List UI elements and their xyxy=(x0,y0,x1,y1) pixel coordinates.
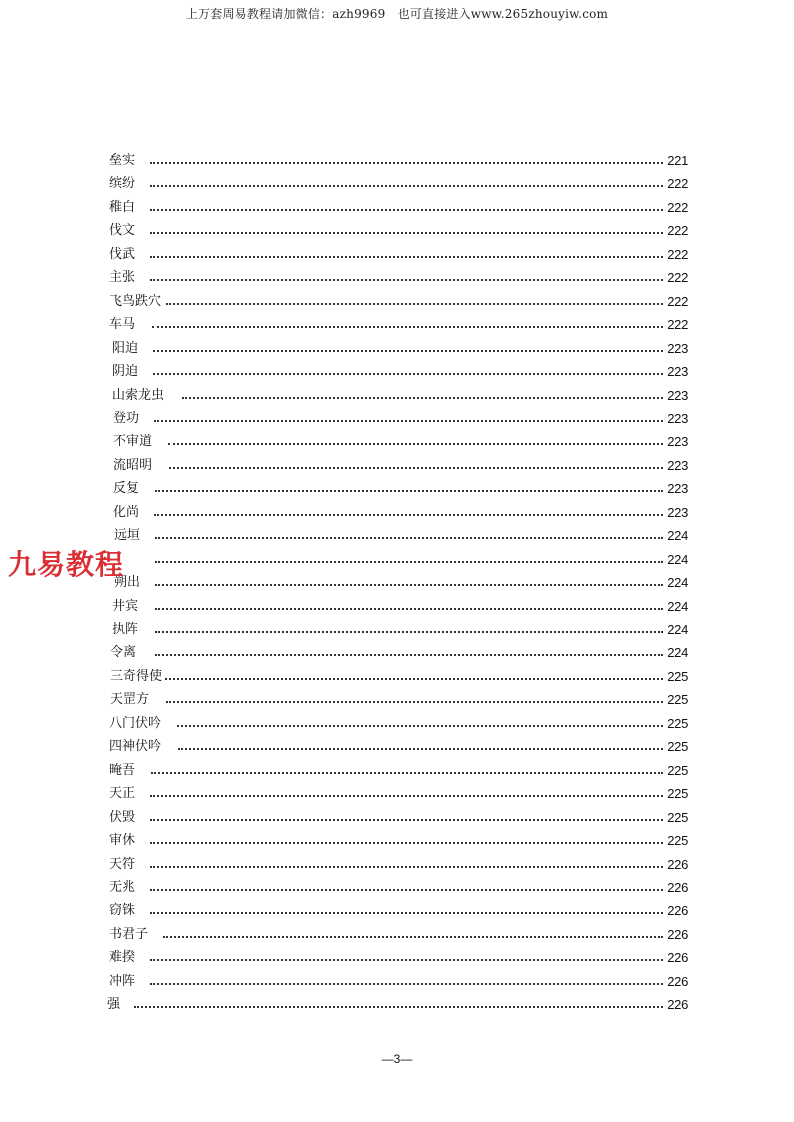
toc-dot-leader xyxy=(177,725,663,727)
toc-entry-page-number: 222 xyxy=(667,176,688,192)
toc-entry xyxy=(0,878,794,898)
toc-dot-leader xyxy=(155,490,663,492)
toc-entry xyxy=(0,409,794,429)
toc-entry-title: 审休 xyxy=(109,833,136,849)
toc-entry xyxy=(0,221,794,241)
toc-entry-title: 无兆 xyxy=(109,879,136,895)
toc-entry-page-number: 222 xyxy=(667,293,688,309)
toc-dot-leader xyxy=(150,279,663,281)
toc-entry-page-number: 224 xyxy=(667,528,688,544)
toc-entry xyxy=(0,386,794,406)
toc-entry xyxy=(0,292,794,312)
toc-entry-page-number: 223 xyxy=(667,364,688,380)
toc-entry-page-number: 223 xyxy=(667,410,688,426)
toc-entry-page-number: 226 xyxy=(667,950,688,966)
toc-dot-leader xyxy=(152,326,663,328)
toc-entry-title: 不审道 xyxy=(113,434,153,450)
toc-entry-title: 四神伏吟 xyxy=(109,739,162,755)
toc-entry xyxy=(0,456,794,476)
toc-entry-title: 令离 xyxy=(110,645,137,661)
toc-entry-page-number: 225 xyxy=(667,739,688,755)
toc-dot-leader xyxy=(150,185,663,187)
toc-entry-page-number: 223 xyxy=(667,504,688,520)
toc-entry-page-number: 224 xyxy=(667,598,688,614)
toc-entry-page-number: 226 xyxy=(667,879,688,895)
toc-entry xyxy=(0,268,794,288)
toc-entry-title: 天符 xyxy=(109,856,136,872)
toc-dot-leader xyxy=(155,537,663,539)
toc-entry-page-number: 226 xyxy=(667,903,688,919)
toc-dot-leader xyxy=(169,467,663,469)
toc-entry-page-number: 225 xyxy=(667,692,688,708)
toc-entry-page-number: 225 xyxy=(667,668,688,684)
toc-entry-title: 垒实 xyxy=(109,153,136,168)
toc-entry-page-number: 225 xyxy=(667,786,688,802)
toc-dot-leader xyxy=(150,842,663,844)
toc-entry-title: 三奇得使 xyxy=(110,668,163,684)
toc-entry xyxy=(0,948,794,968)
toc-entry xyxy=(0,995,794,1015)
toc-entry-page-number: 226 xyxy=(667,856,688,872)
toc-dot-leader xyxy=(150,889,663,891)
toc-entry-page-number: 221 xyxy=(667,153,688,168)
toc-entry-title: 化尚 xyxy=(113,504,140,520)
toc-entry-title: 窃铢 xyxy=(109,903,136,919)
toc-dot-leader xyxy=(155,608,663,610)
toc-entry xyxy=(0,808,794,828)
toc-entry-title: 车马 xyxy=(109,317,136,333)
toc-entry-page-number: 224 xyxy=(667,575,688,591)
toc-entry xyxy=(0,620,794,640)
toc-entry-title: 朔出 xyxy=(114,575,141,591)
toc-entry xyxy=(0,245,794,265)
toc-entry-title: 天罡方 xyxy=(110,692,150,708)
toc-entry-page-number: 225 xyxy=(667,809,688,825)
toc-entry-title: 伏毁 xyxy=(109,809,136,825)
toc-dot-leader xyxy=(151,772,663,774)
toc-entry-title: 登功 xyxy=(113,410,140,426)
toc-entry-title: 飞鸟跌穴 xyxy=(109,293,162,309)
toc-dot-leader xyxy=(150,795,663,797)
toc-entry xyxy=(0,151,794,171)
toc-entry-page-number: 223 xyxy=(667,387,688,403)
toc-dot-leader xyxy=(150,232,663,234)
toc-dot-leader xyxy=(150,983,663,985)
toc-dot-leader xyxy=(163,936,663,938)
toc-entry-page-number: 224 xyxy=(667,622,688,637)
toc-dot-leader xyxy=(178,748,663,750)
toc-entry-title: 执阵 xyxy=(112,622,139,637)
toc-entry-page-number: 222 xyxy=(667,199,688,215)
toc-dot-leader xyxy=(150,866,663,868)
toc-dot-leader xyxy=(154,514,663,516)
toc-dot-leader xyxy=(166,701,663,703)
toc-entry xyxy=(0,432,794,452)
toc-entry xyxy=(0,901,794,921)
toc-entry xyxy=(0,972,794,992)
toc-entry xyxy=(0,503,794,523)
toc-entry-title: 稚白 xyxy=(109,199,136,215)
toc-entry xyxy=(0,761,794,781)
toc-entry-title: 缤纷 xyxy=(109,176,136,192)
toc-entry-title: 远垣 xyxy=(114,528,141,544)
toc-dot-leader xyxy=(150,256,663,258)
toc-entry-title: 晻吾 xyxy=(109,762,136,778)
toc-entry-page-number: 223 xyxy=(667,481,688,497)
toc-entry-title: 伐文 xyxy=(109,223,136,239)
toc-entry-title: 书君子 xyxy=(109,926,149,942)
toc-entry-title: 反复 xyxy=(113,481,140,497)
toc-entry xyxy=(0,925,794,945)
toc-entry xyxy=(0,643,794,663)
toc-dot-leader xyxy=(150,912,663,914)
toc-entry xyxy=(0,831,794,851)
toc-entry-title: 主张 xyxy=(109,270,136,286)
toc-dot-leader xyxy=(150,959,663,961)
toc-entry-title: 冲阵 xyxy=(109,973,136,989)
toc-entry-page-number: 223 xyxy=(667,340,688,356)
toc-dot-leader xyxy=(150,819,663,821)
toc-entry xyxy=(0,855,794,875)
toc-entry-page-number: 222 xyxy=(667,317,688,333)
toc-entry-page-number: 223 xyxy=(667,434,688,450)
toc-dot-leader xyxy=(168,443,663,445)
toc-entry-title: 井宾 xyxy=(112,598,139,614)
toc-dot-leader xyxy=(150,162,663,164)
toc-dot-leader xyxy=(134,1006,663,1008)
toc-dot-leader xyxy=(153,350,663,352)
toc-entry-title: 八门伏吟 xyxy=(109,715,162,731)
toc-entry-page-number: 224 xyxy=(667,551,688,567)
toc-dot-leader xyxy=(154,420,663,422)
toc-entry xyxy=(0,479,794,499)
toc-entry-page-number: 225 xyxy=(667,715,688,731)
toc-entry-title: 伐武 xyxy=(109,246,136,262)
toc-entry-title: 流昭明 xyxy=(113,457,153,473)
toc-entry-title: 山索龙虫 xyxy=(112,387,165,403)
toc-entry xyxy=(0,784,794,804)
toc-entry xyxy=(0,362,794,382)
toc-entry xyxy=(0,339,794,359)
toc-entry xyxy=(0,597,794,617)
toc-entry-title: 强 xyxy=(107,997,121,1013)
toc-entry xyxy=(0,737,794,757)
toc-entry xyxy=(0,667,794,687)
toc-dot-leader xyxy=(155,654,663,656)
toc-entry-title: 天正 xyxy=(109,786,136,802)
toc-dot-leader xyxy=(153,373,663,375)
toc-dot-leader xyxy=(150,209,663,211)
toc-dot-leader xyxy=(155,584,663,586)
toc-entry-page-number: 223 xyxy=(667,457,688,473)
toc-entry-page-number: 225 xyxy=(667,762,688,778)
toc-entry-title: 阳迫 xyxy=(112,340,139,356)
toc-entry-page-number: 225 xyxy=(667,833,688,849)
toc-entry xyxy=(0,690,794,710)
toc-entry-page-number: 224 xyxy=(667,645,688,661)
toc-entry-page-number: 226 xyxy=(667,973,688,989)
watermark-logo: 九易教程 xyxy=(8,548,125,581)
toc-entry xyxy=(0,315,794,335)
toc-entry-title: 阴迫 xyxy=(112,364,139,380)
toc-dot-leader xyxy=(155,561,663,563)
toc-entry xyxy=(0,174,794,194)
toc-dot-leader xyxy=(182,397,663,399)
toc-entry-title: 难揆 xyxy=(109,950,136,966)
toc-dot-leader xyxy=(165,678,663,680)
toc-dot-leader xyxy=(155,631,663,633)
toc-entry-page-number: 226 xyxy=(667,997,688,1013)
toc-entry xyxy=(0,198,794,218)
toc-entry-page-number: 222 xyxy=(667,270,688,286)
toc-entry-page-number: 226 xyxy=(667,926,688,942)
page-number: —3— xyxy=(381,1052,413,1066)
toc-entry-page-number: 222 xyxy=(667,246,688,262)
toc-dot-leader xyxy=(166,303,663,305)
page-header-banner: 上万套周易教程请加微信：azh9969 也可直接进入www.265zhouyiw.com xyxy=(185,7,609,21)
toc-entry-page-number: 222 xyxy=(667,223,688,239)
toc-entry xyxy=(0,714,794,734)
